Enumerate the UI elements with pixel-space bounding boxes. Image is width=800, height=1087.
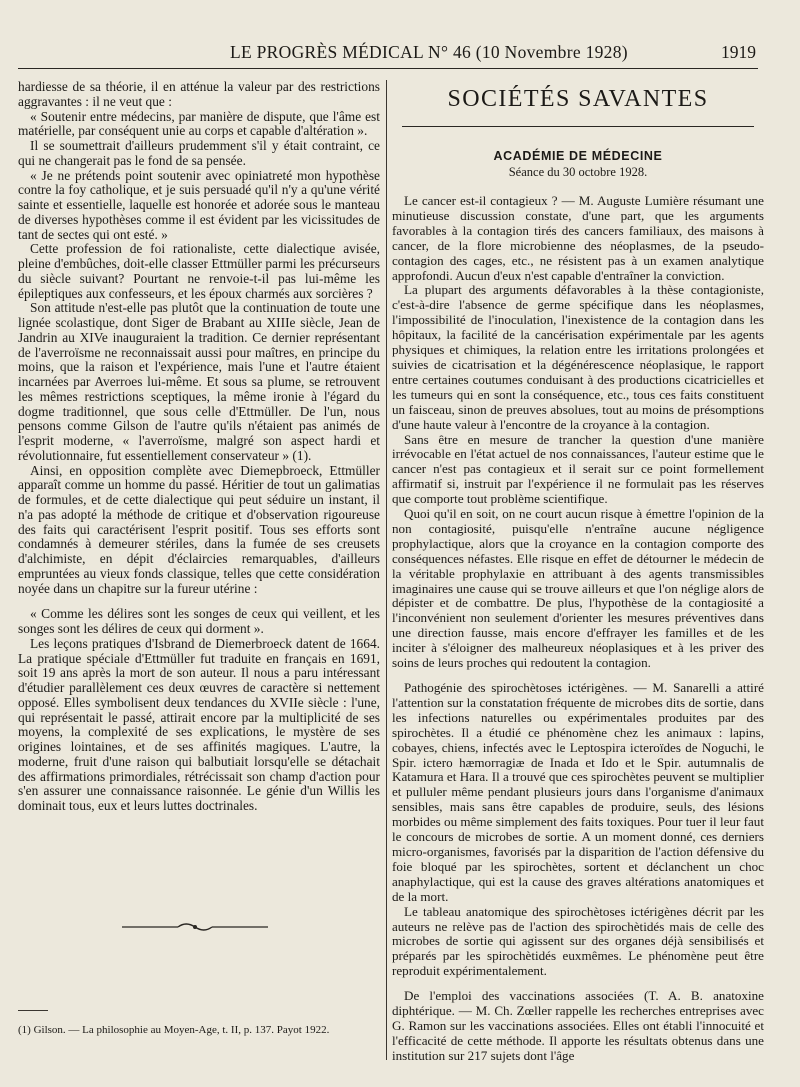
journal-title: LE PROGRÈS MÉDICAL N° 46 (10 Novembre 1928) — [230, 42, 628, 62]
column-divider — [386, 80, 387, 1060]
footnote-rule — [18, 1010, 48, 1011]
left-paragraph-7: Ainsi, en opposition complète avec Diemepbroeck, Ettmüller apparaît comme un homme du passé. Héritier de tout un galimatias de formules, et de cette dialectique qui peut séduire un instant, il n'a pas adopté la méthode de critique et d'observation rigoureuse des faits qui caractérisent l'esprit positif. Tous ses efforts sont condamnés à demeurer stériles, dans la fumée de ses creusets d'alchimiste, en dépit d'éclaircies remarquables, d'ailleurs empruntées au vieux fonds classique, telles que cette considération noyée dans un chapitre sur la fureur utérine : — [18, 462, 380, 596]
right-paragraph-4: Quoi qu'il en soit, on ne court aucun risque à émettre l'opinion de la non contagiosité, puisqu'elle n'entraîne aucune négligence prophylactique, alors que la croyance en la contagion comporte des conséquences néfastes. Elle risque en effet de détourner le médecin de la véritable prophylaxie en attribuant à des agents transmissibles imaginaires une cause qui se trouve ailleurs et que l'on néglige alors de dépister et de combattre. De plus, l'hypothèse de la contagiosité a l'inconvénient non seulement d'orienter les mesures préventives dans une direction fausse, mais encore d'effrayer les familles et de les inciter à s'éloigner des malheureux néoplasiques et à les priver des soins de leurs proches qui redoutent la contagion. — [392, 506, 764, 671]
right-paragraph-7: De l'emploi des vaccinations associées (T. A. B. anatoxine diphtérique. — M. Ch. Zœller rappelle les recherches entreprises avec G. Ramon sur les vaccinations associées. Elles ont établi l'innocuité et l'efficacité de cette méthode. Il apporte les résultats obtenus dans une institution sur 217 sujets dont l'âge — [392, 988, 764, 1063]
ornament-divider — [120, 918, 270, 936]
page-number: 1919 — [721, 42, 756, 62]
right-paragraph-1: Le cancer est-il contagieux ? — M. Auguste Lumière résumant une minutieuse discussion constate, d'une part, que les arguments favorables à la contagion tirés des cancers familiaux, des maisons à cancer, de la flore microbienne des néoplasmes, de la pseudo-contagion des cages, etc., ne résistent pas à un examen analytique approfondi. Aucun d'eux n'est capable d'entraîner la conviction. — [392, 193, 764, 283]
right-paragraph-2: La plupart des arguments défavorables à la thèse contagioniste, c'est-à-dire l'absence de germe spécifique dans les néoplasmes, l'impossibilité de l'inoculation, l'inexistence de la contagion dans les hôpitaux, la facilité de la cancérisation expérimentale par les agents physiques et chimiques, la relation entre les irritations prolongées et suivies de cicatrisation et la dégénérescence néoplasique, le rapport entre certaines coutumes conduisant à des productions cicatricielles et les tumeurs qui en sont la conséquence, etc., tous ces faits constituent un faisceau, sinon de preuves absolues, tout au moins de présomptions d'une haute valeur à l'encontre de la croyance à la contagion. — [392, 282, 764, 432]
section-rule — [402, 126, 754, 127]
section-title: SOCIÉTÉS SAVANTES — [447, 86, 709, 112]
right-paragraph-3: Sans être en mesure de trancher la question d'une manière irrévocable en l'état actuel de nos connaissances, l'auteur estime que le cancer n'est pas contagieux et il serait sur ce point formellement affirmatif si, instruit par l'expérience il ne formulait pas les réserves que comporte tout problème scientifique. — [392, 431, 764, 507]
seance-date: Séance du 30 octobre 1928. — [508, 165, 648, 179]
left-paragraph-1: hardiesse de sa théorie, il en atténue la valeur par des restrictions aggravantes : il ne veut que : — [18, 79, 380, 109]
left-paragraph-3: Il se soumettrait d'ailleurs prudemment s'il y était contraint, ce qui ne changerait pas le fond de sa pensée. — [18, 138, 380, 168]
left-paragraph-8: « Comme les délires sont les songes de ceux qui veillent, et les songes sont les délires de ceux qui dorment ». — [18, 606, 380, 636]
left-paragraph-2: « Soutenir entre médecins, par manière de dispute, que l'âme est matérielle, par conséquent unie au corps et capable d'altération ». — [18, 108, 380, 139]
left-paragraph-9: Les leçons pratiques d'Isbrand de Diemerbroeck datent de 1664. La pratique spéciale d'Ettmüller fut traduite en français en 1691, soit 19 ans après la mort de son auteur. Il nous a paru intéressant d'étudier parallèlement ces deux œuvres de caractère si nettement opposé. Elles symbolisent deux tendances du XVIIe siècle : l'une, qui représentait le passé, attirait encore par la multiplicité de ses moyens, la complexité de ses explications, le mystère de ses origines lointaines, et de ses affinités magiques. L'autre, la moderne, fruit d'une raison qui balbutiait lorsqu'elle se détachait des affirmations primordiales, rétrécissait son champ d'action pour s'en assurer une connaissance raisonnée. Le génie d'un Willis les dominait tous, eux et leurs luttes doctrinales. — [18, 635, 380, 813]
academy-heading: ACADÉMIE DE MÉDECINE — [493, 149, 663, 163]
left-paragraph-5: Cette profession de foi rationaliste, cette dialectique avisée, pleine d'embûches, doit-elle classer Ettmüller parmi les précurseurs du siècle suivant? Pourtant ne renvoie-t-il pas lui-même les épileptiques aux confesseurs, et les époux charmés aux sorcières ? — [18, 241, 380, 301]
running-header — [0, 38, 800, 68]
left-column — [18, 80, 380, 814]
header-rule — [18, 68, 758, 69]
right-column — [392, 80, 764, 1064]
left-paragraph-6: Son attitude n'est-elle pas plutôt que la continuation de toute une lignée scolastique, dont Siger de Brabant au XIIIe siècle, Jean de Jandrin au XIVe inauguraient la tradition. Ce dernier représentant de l'averroïsme ne reconnaissait aussi pour maîtres, en principe du moins, que la raison et l'expérience, mais l'une et l'autre étaient incarnées par Averroes lui-même. Et sous sa plume, se retrouvent les mêmes restrictions sceptiques, la même ironie à l'égard du dogme traditionnel, que sous celle d'Ettmüller. De l'un, nous pensons comme Gilson de l'autre qu'ils n'étaient pas animés de l'esprit moderne, « l'averroïsme, malgré son aspect hardi et révolutionnaire, fut essentiellement conservateur » (1). — [18, 300, 380, 463]
footnote: (1) Gilson. — La philosophie au Moyen-Age, t. II, p. 137. Payot 1922. — [18, 1024, 330, 1036]
right-paragraph-6: Le tableau anatomique des spirochètoses ictérigènes décrit par les auteurs ne relève pas de l'action des spirochètidés mais de celle des microbes de sortie qui agissent sur des organes déjà sensibilisés et préparés par les spirochètidés euxmêmes. Le phénomène peut être reproduit expérimentalement. — [392, 903, 764, 979]
right-paragraph-5: Pathogénie des spirochètoses ictérigènes. — M. Sanarelli a attiré l'attention sur la constatation fréquente de microbes dits de sortie, dans les infections naturelles ou expérimentales produites par des spirochètes. Il a étudié ce phénomène chez les animaux : lapins, cobayes, chiens, infectés avec le Leptospira icteroïdes de Noguchi, le Spir. ictero hæmorragiæ de Inada et Ido et le Spir. autumnalis de Katamura et Hara. Il a trouvé que ces spirochètes peuvent se multiplier et pulluler même pendant plusieurs jours dans l'organisme d'animaux sensibles, mais sans être capables de produire, seuls, des lésions morbides ou même simplement des faits toxiques. Pour tuer il leur faut le concours de microbes de sortie. A un moment donné, ces derniers micro-organismes, favorisés par la disparition de l'action défensive du foie bloqué par les spirochètes, sortent et déclanchent un choc anaphylactique, qui est la cause des graves altérations anatomiques et de la mort. — [392, 680, 764, 904]
left-paragraph-4: « Je ne prétends point soutenir avec opiniatreté mon hypothèse contre la foy catholique, et je suis persuadé qu'il n'y a qu'une vérité sainte et essentielle, laquelle est honorée et adorée sous le manteau de diverses hypothèses comme il est évident par les vicissitudes de tant de sectes qui ont esté. » — [18, 167, 380, 242]
